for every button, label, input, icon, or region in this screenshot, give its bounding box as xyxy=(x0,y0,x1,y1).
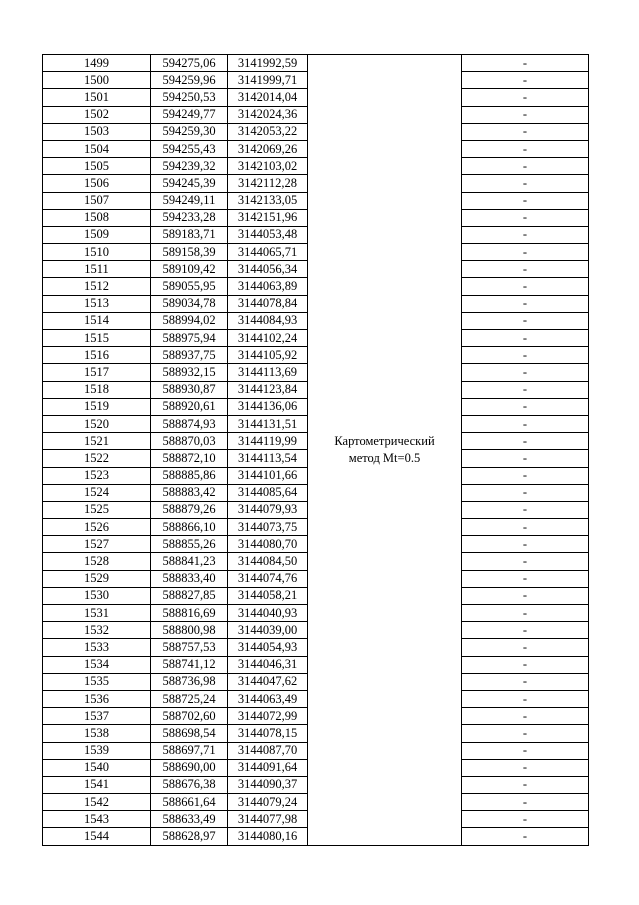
accuracy-cell: - xyxy=(462,690,589,707)
x-coordinate-cell: 594233,28 xyxy=(151,209,228,226)
y-coordinate-cell: 3144102,24 xyxy=(228,330,308,347)
accuracy-cell: - xyxy=(462,605,589,622)
x-coordinate-cell: 588736,98 xyxy=(151,673,228,690)
y-coordinate-cell: 3144087,70 xyxy=(228,742,308,759)
accuracy-cell: - xyxy=(462,209,589,226)
point-number-cell: 1522 xyxy=(43,450,151,467)
table-row xyxy=(43,55,589,72)
x-coordinate-cell: 588633,49 xyxy=(151,811,228,828)
accuracy-cell: - xyxy=(462,106,589,123)
accuracy-cell: - xyxy=(462,742,589,759)
x-coordinate-cell: 589183,71 xyxy=(151,226,228,243)
point-number-cell: 1540 xyxy=(43,759,151,776)
accuracy-cell: - xyxy=(462,330,589,347)
accuracy-cell: - xyxy=(462,776,589,793)
point-number-cell: 1509 xyxy=(43,226,151,243)
x-coordinate-cell: 588879,26 xyxy=(151,501,228,518)
x-coordinate-cell: 588874,93 xyxy=(151,415,228,432)
x-coordinate-cell: 588816,69 xyxy=(151,605,228,622)
point-number-cell: 1533 xyxy=(43,639,151,656)
y-coordinate-cell: 3144053,48 xyxy=(228,226,308,243)
point-number-cell: 1531 xyxy=(43,605,151,622)
point-number-cell: 1500 xyxy=(43,72,151,89)
point-number-cell: 1525 xyxy=(43,501,151,518)
point-number-cell: 1527 xyxy=(43,536,151,553)
point-number-cell: 1503 xyxy=(43,123,151,140)
accuracy-cell: - xyxy=(462,828,589,845)
accuracy-cell: - xyxy=(462,570,589,587)
accuracy-cell: - xyxy=(462,312,589,329)
x-coordinate-cell: 594259,96 xyxy=(151,72,228,89)
y-coordinate-cell: 3144080,16 xyxy=(228,828,308,845)
x-coordinate-cell: 594245,39 xyxy=(151,175,228,192)
point-number-cell: 1535 xyxy=(43,673,151,690)
accuracy-cell: - xyxy=(462,725,589,742)
x-coordinate-cell: 594239,32 xyxy=(151,158,228,175)
accuracy-cell: - xyxy=(462,261,589,278)
accuracy-cell: - xyxy=(462,759,589,776)
accuracy-cell: - xyxy=(462,347,589,364)
accuracy-cell: - xyxy=(462,587,589,604)
y-coordinate-cell: 3144040,93 xyxy=(228,605,308,622)
y-coordinate-cell: 3142112,28 xyxy=(228,175,308,192)
y-coordinate-cell: 3144063,49 xyxy=(228,690,308,707)
x-coordinate-cell: 594259,30 xyxy=(151,123,228,140)
point-number-cell: 1517 xyxy=(43,364,151,381)
x-coordinate-cell: 588697,71 xyxy=(151,742,228,759)
point-number-cell: 1502 xyxy=(43,106,151,123)
y-coordinate-cell: 3144063,89 xyxy=(228,278,308,295)
y-coordinate-cell: 3144072,99 xyxy=(228,708,308,725)
accuracy-cell: - xyxy=(462,175,589,192)
y-coordinate-cell: 3144078,84 xyxy=(228,295,308,312)
x-coordinate-cell: 589034,78 xyxy=(151,295,228,312)
y-coordinate-cell: 3144084,93 xyxy=(228,312,308,329)
point-number-cell: 1507 xyxy=(43,192,151,209)
point-number-cell: 1506 xyxy=(43,175,151,192)
y-coordinate-cell: 3142024,36 xyxy=(228,106,308,123)
y-coordinate-cell: 3144073,75 xyxy=(228,519,308,536)
accuracy-cell: - xyxy=(462,398,589,415)
x-coordinate-cell: 588702,60 xyxy=(151,708,228,725)
point-number-cell: 1544 xyxy=(43,828,151,845)
accuracy-cell: - xyxy=(462,89,589,106)
point-number-cell: 1539 xyxy=(43,742,151,759)
x-coordinate-cell: 588800,98 xyxy=(151,622,228,639)
accuracy-cell: - xyxy=(462,278,589,295)
accuracy-cell: - xyxy=(462,123,589,140)
y-coordinate-cell: 3144078,15 xyxy=(228,725,308,742)
accuracy-cell: - xyxy=(462,158,589,175)
accuracy-cell: - xyxy=(462,433,589,450)
x-coordinate-cell: 588885,86 xyxy=(151,467,228,484)
accuracy-cell: - xyxy=(462,450,589,467)
accuracy-cell: - xyxy=(462,364,589,381)
y-coordinate-cell: 3141992,59 xyxy=(228,55,308,72)
accuracy-cell: - xyxy=(462,55,589,72)
point-number-cell: 1526 xyxy=(43,519,151,536)
point-number-cell: 1505 xyxy=(43,158,151,175)
x-coordinate-cell: 589158,39 xyxy=(151,244,228,261)
y-coordinate-cell: 3144123,84 xyxy=(228,381,308,398)
x-coordinate-cell: 588937,75 xyxy=(151,347,228,364)
y-coordinate-cell: 3144079,24 xyxy=(228,794,308,811)
y-coordinate-cell: 3144113,69 xyxy=(228,364,308,381)
accuracy-cell: - xyxy=(462,415,589,432)
y-coordinate-cell: 3142069,26 xyxy=(228,140,308,157)
x-coordinate-cell: 588841,23 xyxy=(151,553,228,570)
y-coordinate-cell: 3142014,04 xyxy=(228,89,308,106)
point-number-cell: 1519 xyxy=(43,398,151,415)
point-number-cell: 1524 xyxy=(43,484,151,501)
coordinates-table-body xyxy=(43,55,589,846)
point-number-cell: 1510 xyxy=(43,244,151,261)
point-number-cell: 1529 xyxy=(43,570,151,587)
point-number-cell: 1499 xyxy=(43,55,151,72)
accuracy-cell: - xyxy=(462,381,589,398)
y-coordinate-cell: 3144113,54 xyxy=(228,450,308,467)
y-coordinate-cell: 3142151,96 xyxy=(228,209,308,226)
x-coordinate-cell: 588628,97 xyxy=(151,828,228,845)
point-number-cell: 1537 xyxy=(43,708,151,725)
accuracy-cell: - xyxy=(462,501,589,518)
point-number-cell: 1508 xyxy=(43,209,151,226)
y-coordinate-cell: 3144054,93 xyxy=(228,639,308,656)
x-coordinate-cell: 588676,38 xyxy=(151,776,228,793)
x-coordinate-cell: 594255,43 xyxy=(151,140,228,157)
point-number-cell: 1515 xyxy=(43,330,151,347)
accuracy-cell: - xyxy=(462,639,589,656)
x-coordinate-cell: 588855,26 xyxy=(151,536,228,553)
point-number-cell: 1513 xyxy=(43,295,151,312)
accuracy-cell: - xyxy=(462,226,589,243)
accuracy-cell: - xyxy=(462,192,589,209)
point-number-cell: 1514 xyxy=(43,312,151,329)
point-number-cell: 1536 xyxy=(43,690,151,707)
accuracy-cell: - xyxy=(462,536,589,553)
x-coordinate-cell: 594249,77 xyxy=(151,106,228,123)
y-coordinate-cell: 3144119,99 xyxy=(228,433,308,450)
coordinates-table xyxy=(42,54,589,846)
method-label-line-2: метод Mt=0.5 xyxy=(348,450,421,465)
x-coordinate-cell: 588872,10 xyxy=(151,450,228,467)
accuracy-cell: - xyxy=(462,519,589,536)
x-coordinate-cell: 588827,85 xyxy=(151,587,228,604)
x-coordinate-cell: 588994,02 xyxy=(151,312,228,329)
y-coordinate-cell: 3144085,64 xyxy=(228,484,308,501)
accuracy-cell: - xyxy=(462,811,589,828)
y-coordinate-cell: 3144084,50 xyxy=(228,553,308,570)
point-number-cell: 1543 xyxy=(43,811,151,828)
x-coordinate-cell: 594249,11 xyxy=(151,192,228,209)
point-number-cell: 1511 xyxy=(43,261,151,278)
y-coordinate-cell: 3144047,62 xyxy=(228,673,308,690)
point-number-cell: 1541 xyxy=(43,776,151,793)
accuracy-cell: - xyxy=(462,244,589,261)
accuracy-cell: - xyxy=(462,622,589,639)
y-coordinate-cell: 3144065,71 xyxy=(228,244,308,261)
x-coordinate-cell: 588698,54 xyxy=(151,725,228,742)
x-coordinate-cell: 588870,03 xyxy=(151,433,228,450)
x-coordinate-cell: 594250,53 xyxy=(151,89,228,106)
y-coordinate-cell: 3144079,93 xyxy=(228,501,308,518)
x-coordinate-cell: 588741,12 xyxy=(151,656,228,673)
y-coordinate-cell: 3144046,31 xyxy=(228,656,308,673)
method-label-line-1: Картометрический xyxy=(334,433,435,448)
y-coordinate-cell: 3144136,06 xyxy=(228,398,308,415)
point-number-cell: 1516 xyxy=(43,347,151,364)
method-cell xyxy=(308,55,462,846)
x-coordinate-cell: 594275,06 xyxy=(151,55,228,72)
point-number-cell: 1523 xyxy=(43,467,151,484)
point-number-cell: 1542 xyxy=(43,794,151,811)
point-number-cell: 1538 xyxy=(43,725,151,742)
y-coordinate-cell: 3144105,92 xyxy=(228,347,308,364)
accuracy-cell: - xyxy=(462,794,589,811)
point-number-cell: 1518 xyxy=(43,381,151,398)
accuracy-cell: - xyxy=(462,140,589,157)
x-coordinate-cell: 588833,40 xyxy=(151,570,228,587)
y-coordinate-cell: 3144091,64 xyxy=(228,759,308,776)
y-coordinate-cell: 3142053,22 xyxy=(228,123,308,140)
x-coordinate-cell: 588930,87 xyxy=(151,381,228,398)
accuracy-cell: - xyxy=(462,656,589,673)
y-coordinate-cell: 3144131,51 xyxy=(228,415,308,432)
y-coordinate-cell: 3144039,00 xyxy=(228,622,308,639)
y-coordinate-cell: 3142103,02 xyxy=(228,158,308,175)
point-number-cell: 1520 xyxy=(43,415,151,432)
accuracy-cell: - xyxy=(462,484,589,501)
x-coordinate-cell: 588757,53 xyxy=(151,639,228,656)
x-coordinate-cell: 588661,64 xyxy=(151,794,228,811)
x-coordinate-cell: 588920,61 xyxy=(151,398,228,415)
y-coordinate-cell: 3144080,70 xyxy=(228,536,308,553)
y-coordinate-cell: 3144101,66 xyxy=(228,467,308,484)
x-coordinate-cell: 589055,95 xyxy=(151,278,228,295)
x-coordinate-cell: 589109,42 xyxy=(151,261,228,278)
point-number-cell: 1528 xyxy=(43,553,151,570)
x-coordinate-cell: 588975,94 xyxy=(151,330,228,347)
y-coordinate-cell: 3142133,05 xyxy=(228,192,308,209)
x-coordinate-cell: 588866,10 xyxy=(151,519,228,536)
accuracy-cell: - xyxy=(462,553,589,570)
point-number-cell: 1504 xyxy=(43,140,151,157)
point-number-cell: 1512 xyxy=(43,278,151,295)
accuracy-cell: - xyxy=(462,467,589,484)
point-number-cell: 1532 xyxy=(43,622,151,639)
y-coordinate-cell: 3144074,76 xyxy=(228,570,308,587)
x-coordinate-cell: 588725,24 xyxy=(151,690,228,707)
accuracy-cell: - xyxy=(462,295,589,312)
x-coordinate-cell: 588932,15 xyxy=(151,364,228,381)
point-number-cell: 1501 xyxy=(43,89,151,106)
point-number-cell: 1521 xyxy=(43,433,151,450)
point-number-cell: 1534 xyxy=(43,656,151,673)
accuracy-cell: - xyxy=(462,673,589,690)
point-number-cell: 1530 xyxy=(43,587,151,604)
y-coordinate-cell: 3144077,98 xyxy=(228,811,308,828)
y-coordinate-cell: 3144090,37 xyxy=(228,776,308,793)
x-coordinate-cell: 588690,00 xyxy=(151,759,228,776)
y-coordinate-cell: 3144056,34 xyxy=(228,261,308,278)
x-coordinate-cell: 588883,42 xyxy=(151,484,228,501)
accuracy-cell: - xyxy=(462,708,589,725)
accuracy-cell: - xyxy=(462,72,589,89)
y-coordinate-cell: 3141999,71 xyxy=(228,72,308,89)
y-coordinate-cell: 3144058,21 xyxy=(228,587,308,604)
